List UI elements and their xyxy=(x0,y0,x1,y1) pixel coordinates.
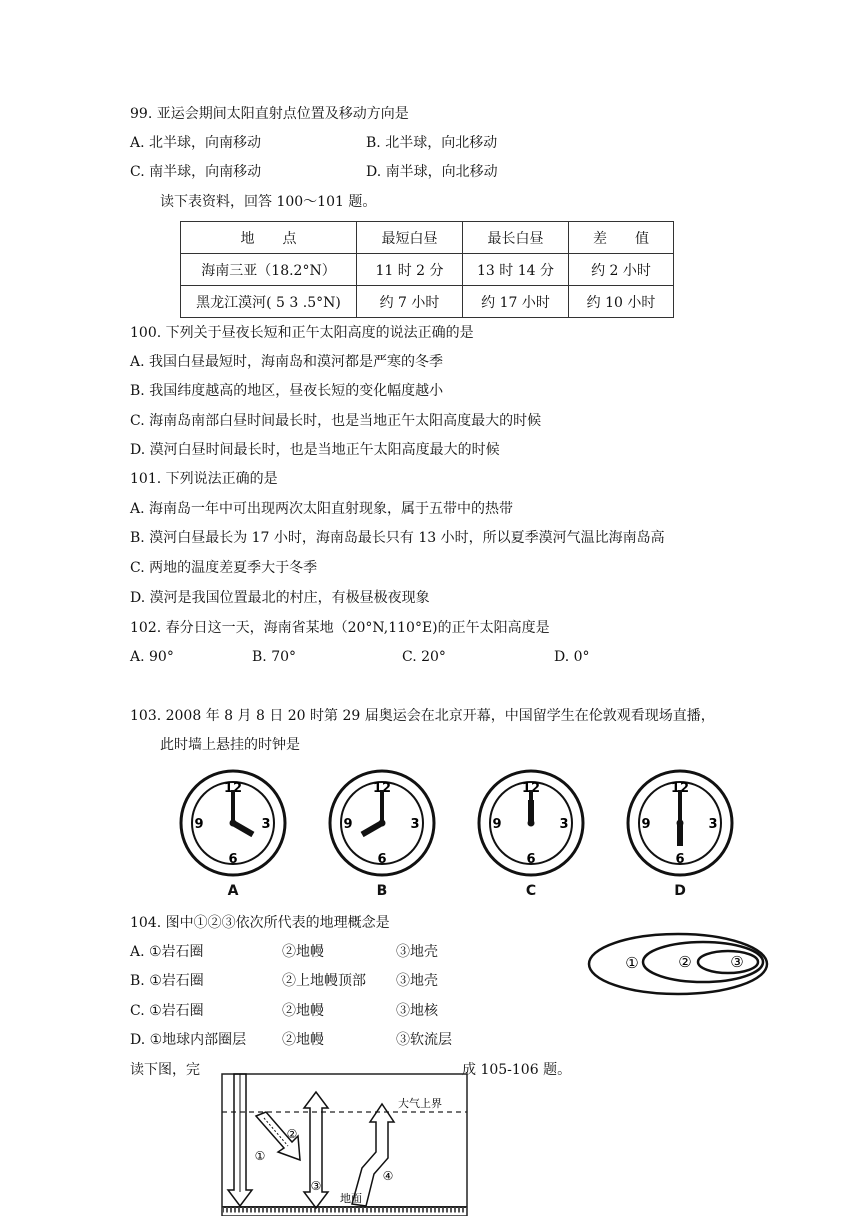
q104-option-b-1: B. ①岩石圈 xyxy=(130,973,204,989)
q102-stem: 102. 春分日这一天，海南省某地（20°N,110°E)的正午太阳高度是 xyxy=(130,620,550,636)
q104-option-c-3: ③地核 xyxy=(396,1003,438,1019)
q100-option-c: C. 海南岛南部白昼时间最长时，也是当地正午太阳高度最大的时候 xyxy=(130,413,542,429)
table-cell: 约 7 小时 xyxy=(357,286,463,318)
middle-ellipse xyxy=(643,942,763,982)
nested-ellipses-diagram xyxy=(586,930,774,1000)
dial-number-6: 6 xyxy=(675,852,685,867)
dial-number-12: 12 xyxy=(670,781,690,796)
clock-b-label: B xyxy=(376,883,388,899)
clock-b-icon xyxy=(327,768,437,878)
q100-option-b: B. 我国纬度越高的地区，昼夜长短的变化幅度越小 xyxy=(130,383,444,399)
q104-option-d-3: ③软流层 xyxy=(396,1032,452,1048)
q104-option-d-1: D. ①地球内部圈层 xyxy=(130,1032,247,1048)
ground-label: 地面 xyxy=(340,1192,362,1205)
clock-c-icon xyxy=(476,768,586,878)
dial-number-3: 3 xyxy=(559,817,569,832)
inner-ellipse xyxy=(698,951,758,973)
table-intro: 读下表资料，回答 100～101 题。 xyxy=(160,194,377,210)
table-header-cell: 地 点 xyxy=(181,222,357,254)
dial-number-9: 9 xyxy=(492,817,502,832)
table-header-cell: 最长白昼 xyxy=(463,222,569,254)
arrow-label-3: ③ xyxy=(310,1179,322,1193)
table-cell: 约 2 小时 xyxy=(569,254,674,286)
q99-option-b: B. 北半球，向北移动 xyxy=(366,135,498,151)
q100-stem: 100. 下列关于昼夜长短和正午太阳高度的说法正确的是 xyxy=(130,325,474,341)
q100-option-d: D. 漠河白昼时间最长时，也是当地正午太阳高度最大的时候 xyxy=(130,442,500,458)
q99-option-d: D. 南半球，向北移动 xyxy=(366,164,498,180)
q101-option-c: C. 两地的温度差夏季大于冬季 xyxy=(130,560,318,576)
dial-number-9: 9 xyxy=(343,817,353,832)
clock-d-icon xyxy=(625,768,735,878)
dial-number-3: 3 xyxy=(708,817,718,832)
dial-number-6: 6 xyxy=(377,852,387,867)
ellipse-label-1: ① xyxy=(625,954,639,972)
q104-option-a-2: ②地幔 xyxy=(282,944,324,960)
dial-number-3: 3 xyxy=(261,817,271,832)
q101-option-d: D. 漠河是我国位置最北的村庄，有极昼极夜现象 xyxy=(130,590,430,606)
clock-c-label: C xyxy=(525,883,537,899)
q104-option-a-1: A. ①岩石圈 xyxy=(130,944,204,960)
q104-option-b-2: ②上地幔顶部 xyxy=(282,973,366,989)
table-cell: 约 17 小时 xyxy=(463,286,569,318)
q101-option-a: A. 海南岛一年中可出现两次太阳直射现象，属于五带中的热带 xyxy=(130,501,514,517)
q104-option-b-3: ③地壳 xyxy=(396,973,438,989)
arrow-label-1: ① xyxy=(254,1149,266,1163)
ellipse-label-2: ② xyxy=(678,953,692,971)
table-cell: 13 时 14 分 xyxy=(463,254,569,286)
arrow-4 xyxy=(352,1104,394,1206)
dial-number-6: 6 xyxy=(526,852,536,867)
radiation-diagram xyxy=(220,1072,472,1216)
q104-option-a-3: ③地壳 xyxy=(396,944,438,960)
atmosphere-top-label: 大气上界 xyxy=(398,1097,442,1110)
table-header-cell: 差 值 xyxy=(569,222,674,254)
dial-number-9: 9 xyxy=(194,817,204,832)
arrow-label-4: ④ xyxy=(382,1169,394,1183)
dial-number-9: 9 xyxy=(641,817,651,832)
q102-option-d: D. 0° xyxy=(554,649,590,665)
q101-option-b: B. 漠河白昼最长为 17 小时，海南岛最长只有 13 小时，所以夏季漠河气温比海南岛高 xyxy=(130,530,665,546)
table-header-cell: 最短白昼 xyxy=(357,222,463,254)
q104-option-c-1: C. ①岩石圈 xyxy=(130,1003,204,1019)
table-cell: 海南三亚（18.2°N） xyxy=(181,254,357,286)
q104-option-d-2: ②地幔 xyxy=(282,1032,324,1048)
q105-lead-right: 成 105-106 题。 xyxy=(462,1062,572,1078)
q102-option-c: C. 20° xyxy=(402,649,446,665)
q104-option-c-2: ②地幔 xyxy=(282,1003,324,1019)
table-cell: 约 10 小时 xyxy=(569,286,674,318)
dial-number-12: 12 xyxy=(223,781,243,796)
q103-stem: 103. 2008 年 8 月 8 日 20 时第 29 届奥运会在北京开幕，中国留学生在伦敦观看现场直播， xyxy=(130,708,715,724)
q104-stem: 104. 图中①②③依次所代表的地理概念是 xyxy=(130,915,390,931)
table-cell: 黑龙江漠河( 5 3 .5°N) xyxy=(181,286,357,318)
arrow-label-2: ② xyxy=(286,1127,298,1141)
clock-a-label: A xyxy=(227,883,239,899)
table-row xyxy=(181,286,674,318)
dial-number-3: 3 xyxy=(410,817,420,832)
table-header-row xyxy=(181,222,674,254)
q102-option-a: A. 90° xyxy=(130,649,174,665)
q101-stem: 101. 下列说法正确的是 xyxy=(130,471,278,487)
clock-a-icon xyxy=(178,768,288,878)
q99-option-a: A. 北半球，向南移动 xyxy=(130,135,262,151)
q102-option-b: B. 70° xyxy=(252,649,297,665)
daylight-table xyxy=(180,221,674,318)
dial-number-12: 12 xyxy=(521,781,541,796)
q105-lead-left: 读下图，完 xyxy=(130,1062,200,1078)
table-cell: 11 时 2 分 xyxy=(357,254,463,286)
clock-d-label: D xyxy=(674,883,686,899)
q103-stem-continued: 此时墙上悬挂的时钟是 xyxy=(160,737,300,753)
dial-number-6: 6 xyxy=(228,852,238,867)
dial-number-12: 12 xyxy=(372,781,392,796)
table-row xyxy=(181,254,674,286)
q99-stem: 99. 亚运会期间太阳直射点位置及移动方向是 xyxy=(130,106,409,122)
ellipse-label-3: ③ xyxy=(730,953,744,971)
q99-option-c: C. 南半球，向南移动 xyxy=(130,164,262,180)
q100-option-a: A. 我国白昼最短时，海南岛和漠河都是严寒的冬季 xyxy=(130,354,444,370)
